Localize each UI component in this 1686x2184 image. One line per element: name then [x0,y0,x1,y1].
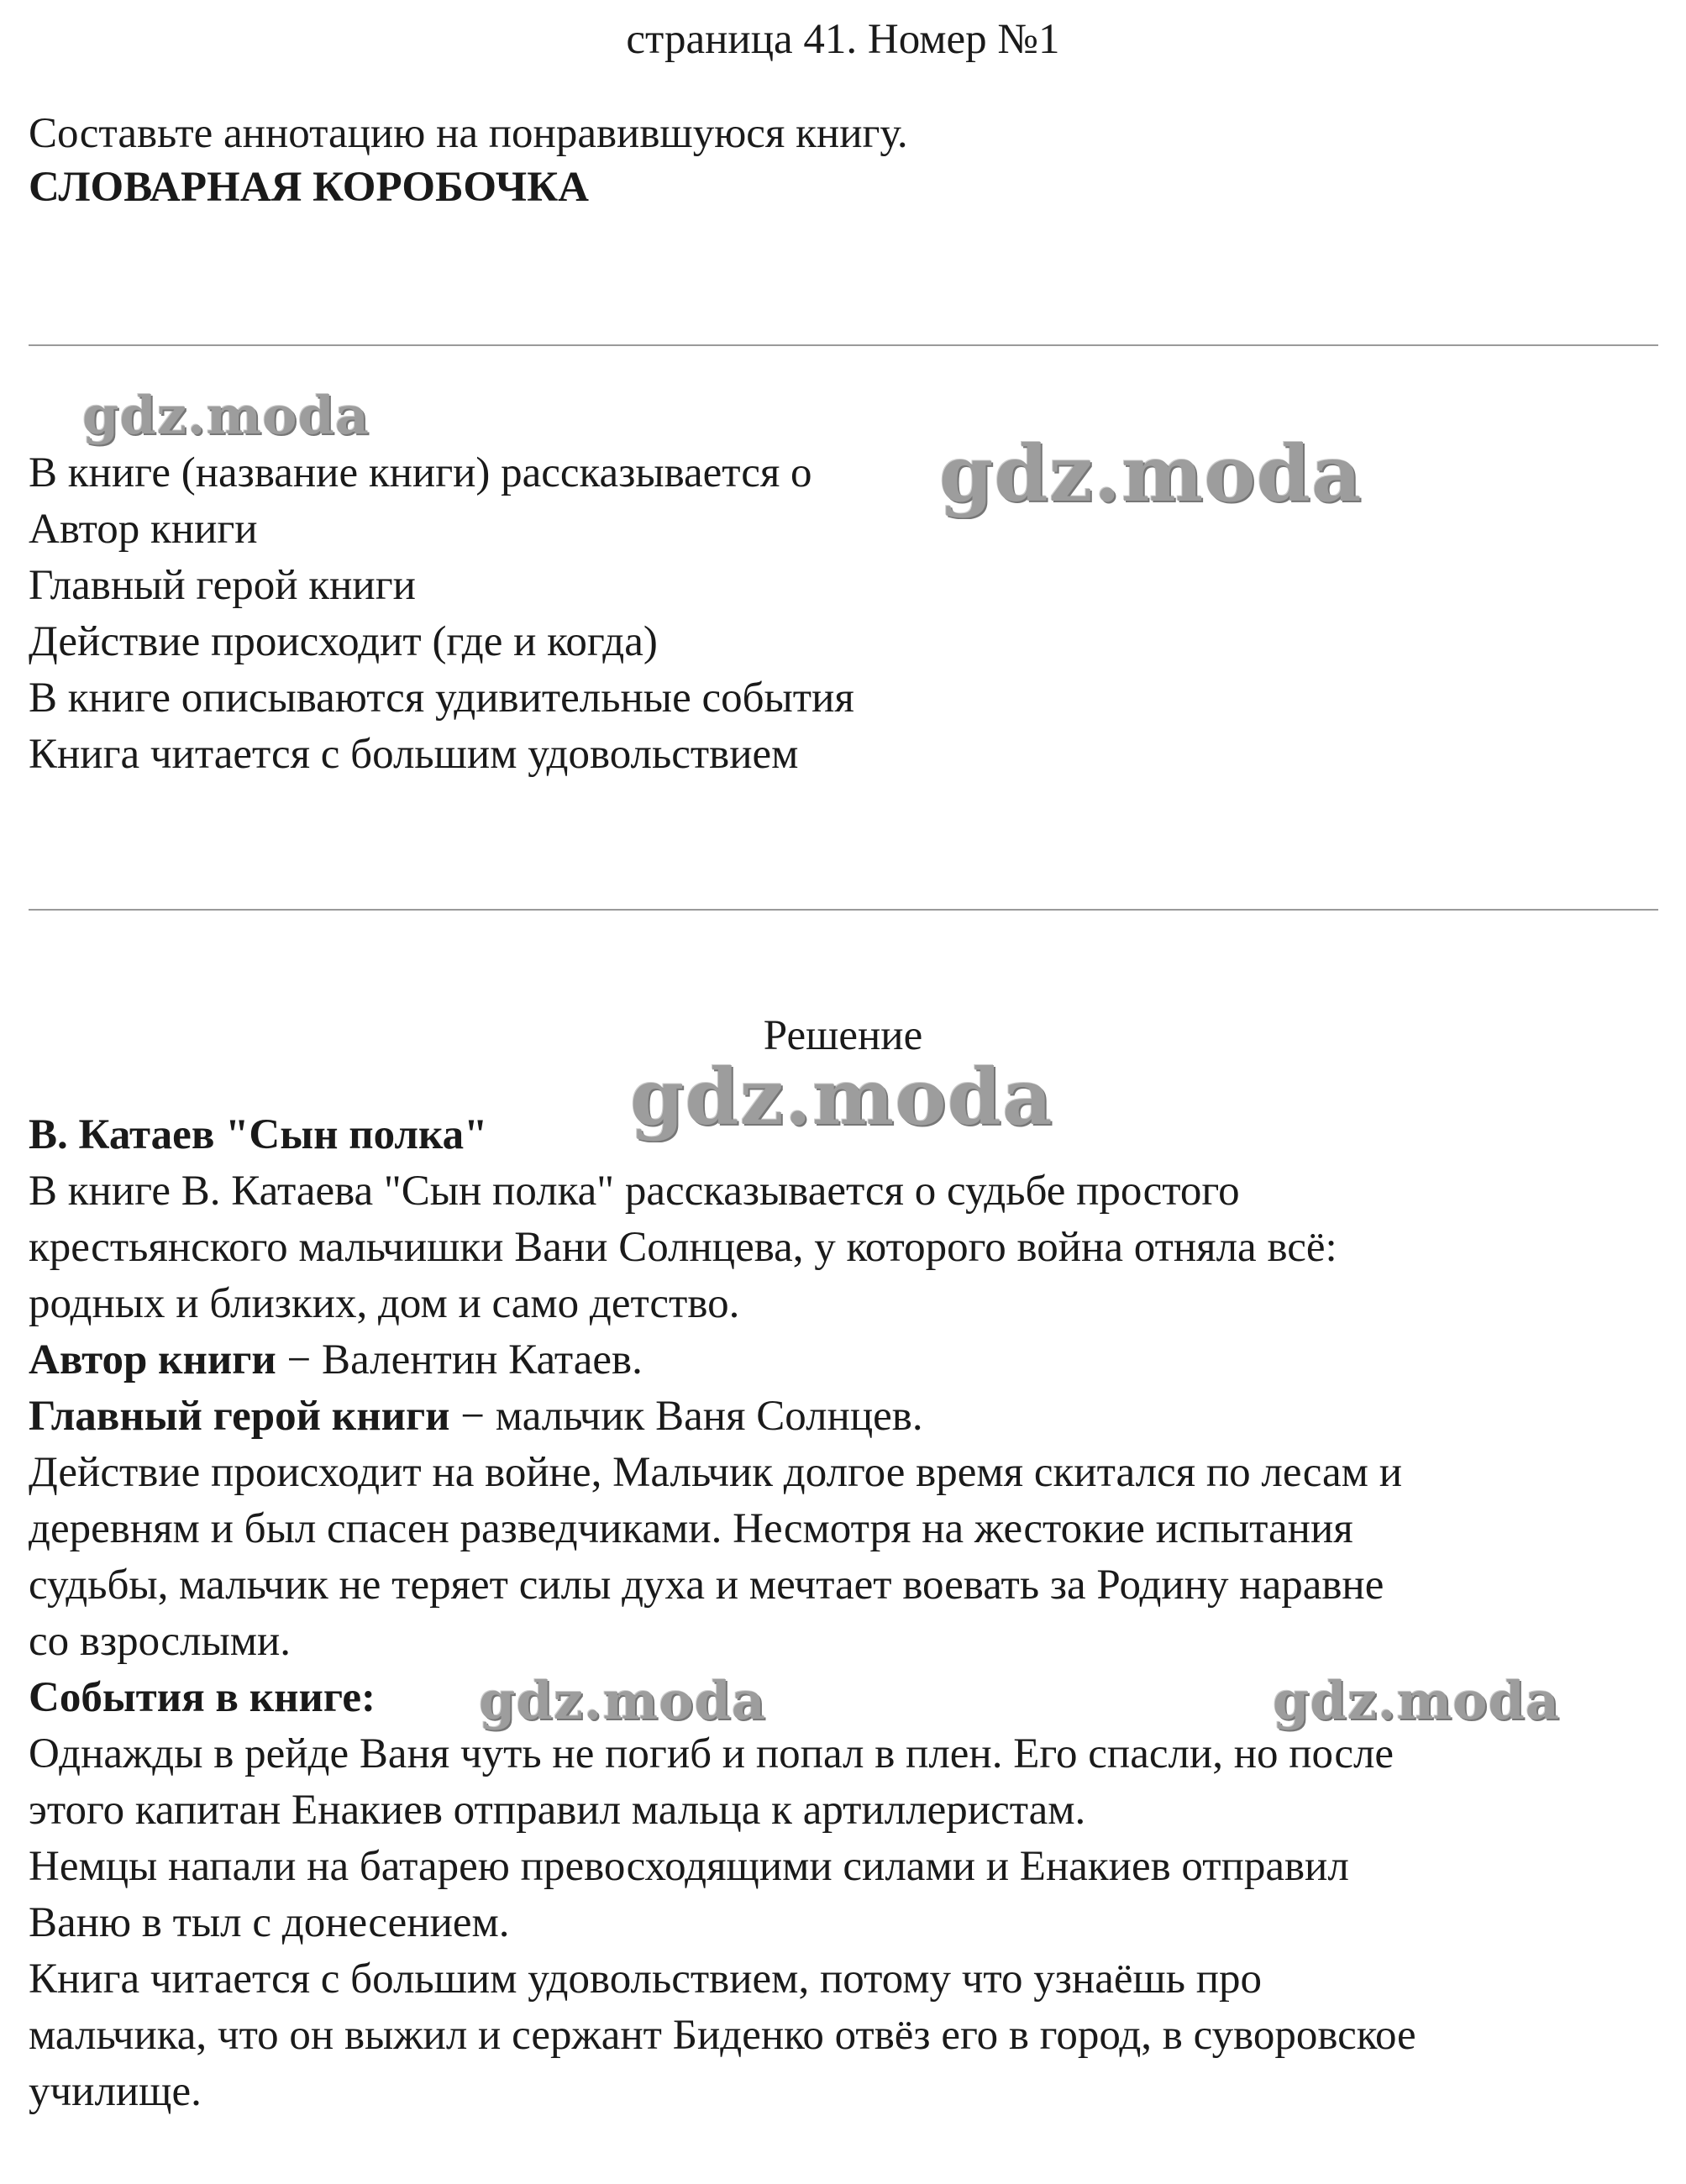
page-header: страница 41. Номер №1 [626,16,1060,63]
watermark-logo: gdz.moda [1273,1670,1560,1731]
action-line: судьбы, мальчик не теряет силы духа и мечтает воевать за Родину наравне [29,1562,1384,1609]
phrase-item: Автор книги [29,506,258,553]
watermark-logo: gdz.moda [630,1052,1053,1142]
action-line: Действие происходит на войне, Мальчик долгое время скитался по лесам и [29,1449,1402,1496]
hero-value: − мальчик Ваня Солнцев. [449,1393,923,1440]
event-line: этого капитан Енакиев отправил мальца к артиллеристам. [29,1787,1086,1834]
phrase-item: Действие происходит (где и когда) [29,618,658,665]
solution-heading: Решение [763,1012,923,1059]
event-line: Однажды в рейде Ваня чуть не погиб и попал в плен. Его спасли, но после [29,1730,1394,1777]
watermark-logo: gdz.moda [82,385,370,446]
phrase-item: Книга читается с большим удовольствием [29,731,799,778]
divider-top [29,344,1658,346]
task-prompt: Составьте аннотацию на понравившуюся книгу. [29,110,908,157]
conclusion-line: мальчика, что он выжил и сержант Биденко отвёз его в город, в суворовское [29,2012,1416,2059]
intro-line: В книге В. Катаева "Сын полка" рассказывается о судьбе простого [29,1168,1240,1215]
divider-bottom [29,909,1658,911]
word-box-title: СЛОВАРНАЯ КОРОБОЧКА [29,164,590,211]
author-label: Автор книги [29,1336,276,1383]
action-line: деревням и был спасен разведчиками. Несмотря на жестокие испытания [29,1505,1353,1552]
conclusion-line: училище. [29,2068,202,2115]
action-line: со взрослыми. [29,1618,292,1665]
phrase-item: Главный герой книги [29,562,416,609]
hero-label: Главный герой книги [29,1393,450,1440]
author-line [29,1332,1658,1388]
watermark-logo: gdz.moda [939,428,1363,519]
event-line: Ваню в тыл с донесением. [29,1899,510,1946]
author-value: − Валентин Катаев. [276,1336,643,1383]
watermark-logo: gdz.moda [479,1670,766,1731]
phrase-item: В книге описываются удивительные события [29,675,854,722]
conclusion-line: Книга читается с большим удовольствием, потому что узнаёшь про [29,1956,1263,2003]
intro-line: крестьянского мальчишки Вани Солнцева, у которого война отняла всё: [29,1224,1337,1271]
intro-line: родных и близких, дом и само детство. [29,1280,740,1327]
phrase-item: В книге (название книги) рассказывается о [29,449,812,496]
book-title: В. Катаев "Сын полка" [29,1111,488,1158]
events-label: События в книге: [29,1674,376,1721]
event-line: Немцы напали на батарею превосходящими силами и Енакиев отправил [29,1843,1349,1890]
hero-line [29,1389,1658,1444]
